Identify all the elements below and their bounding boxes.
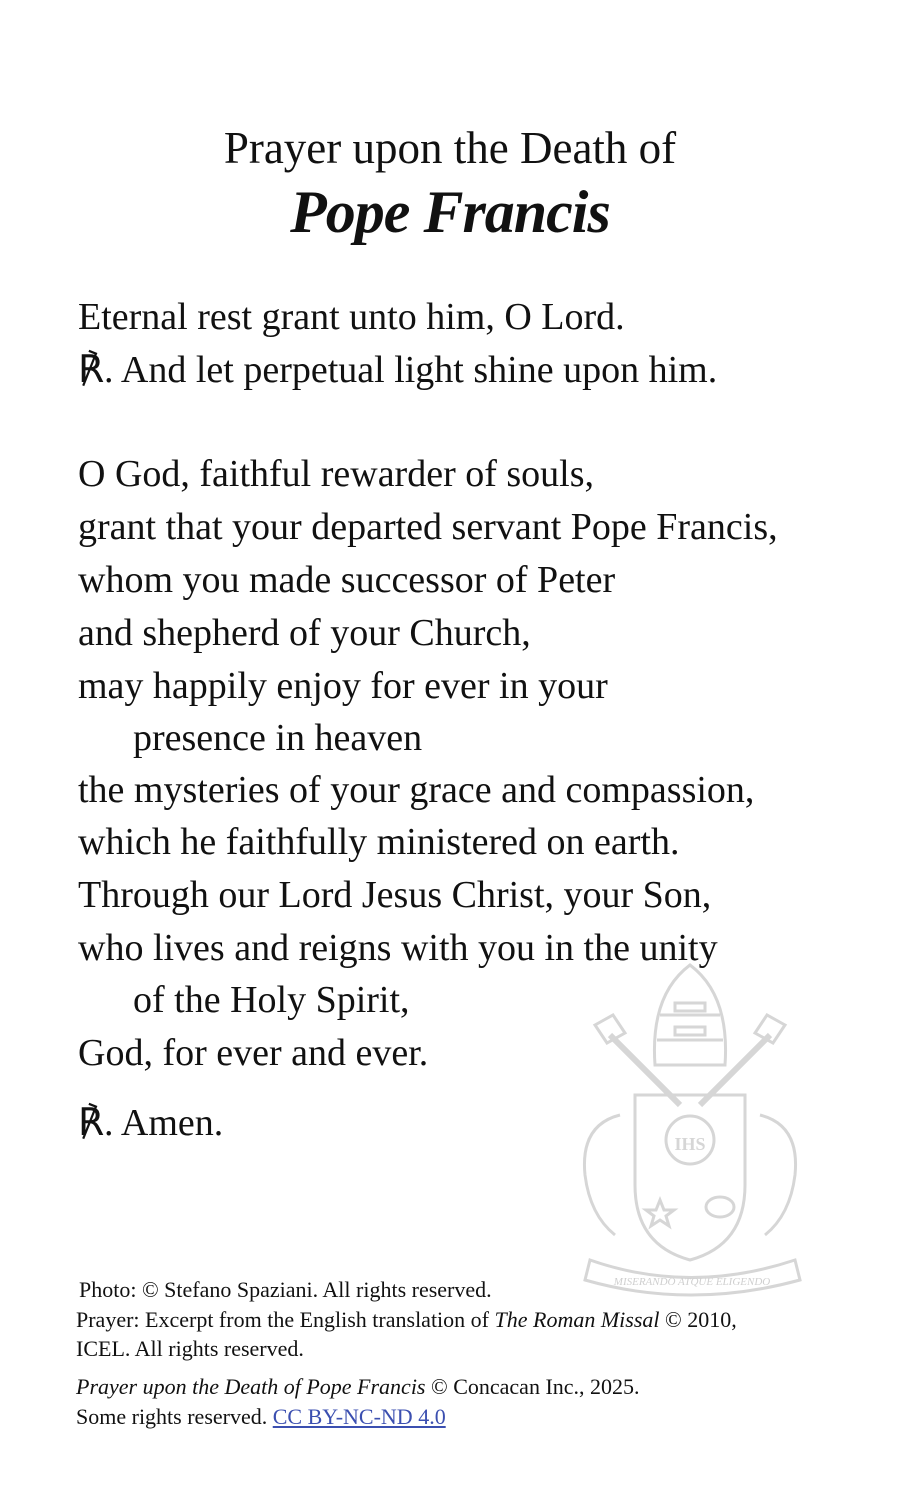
- prayer-line: who lives and reigns with you in the unity: [78, 927, 718, 969]
- crest-motto: MISERANDO ATQUE ELIGENDO: [613, 1276, 771, 1288]
- prayer-line: may happily enjoy for ever in your: [78, 665, 608, 707]
- prayer-line: grant that your departed servant Pope Francis,: [78, 506, 778, 548]
- prayer-line-continued: of the Holy Spirit,: [133, 979, 410, 1021]
- prayer-line: the mysteries of your grace and compassion,: [78, 769, 755, 811]
- work-copyright: Prayer upon the Death of Pope Francis © Concacan Inc., 2025.: [76, 1374, 640, 1399]
- amen-line: ℟. Amen.: [78, 1102, 224, 1144]
- response-mark-icon: ℟.: [78, 1102, 114, 1144]
- prayer-line: God, for ever and ever.: [78, 1032, 429, 1074]
- papal-coat-of-arms-watermark: [560, 955, 820, 1305]
- photo-credit: Photo: © Stefano Spaziani. All rights reserved.: [79, 1277, 492, 1302]
- crest-monogram: IHS: [674, 1134, 706, 1154]
- nard-icon: [706, 1197, 734, 1217]
- rights-line: Some rights reserved. CC BY-NC-ND 4.0: [76, 1404, 446, 1429]
- shield-icon: [635, 1095, 745, 1260]
- title-line-2: Pope Francis: [290, 179, 610, 245]
- prayer-line-continued: presence in heaven: [133, 717, 423, 759]
- license-link[interactable]: CC BY-NC-ND 4.0: [272, 1404, 446, 1429]
- versicle-line: Eternal rest grant unto him, O Lord.: [78, 296, 625, 338]
- response-mark-icon: ℟.: [78, 349, 114, 391]
- prayer-line: Through our Lord Jesus Christ, your Son,: [78, 874, 712, 916]
- prayer-line: which he faithfully ministered on earth.: [78, 821, 680, 863]
- prayer-line: and shepherd of your Church,: [78, 612, 531, 654]
- prayer-line: O God, faithful rewarder of souls,: [78, 453, 595, 495]
- prayer-line: whom you made successor of Peter: [78, 559, 616, 601]
- prayer-credit: Prayer: Excerpt from the English translation of The Roman Missal © 2010,: [76, 1307, 737, 1332]
- prayer-credit-line2: ICEL. All rights reserved.: [76, 1336, 304, 1361]
- response-line: ℟. And let perpetual light shine upon him.: [78, 349, 718, 391]
- star-icon: [646, 1200, 674, 1226]
- title-line-1: Prayer upon the Death of: [223, 123, 677, 173]
